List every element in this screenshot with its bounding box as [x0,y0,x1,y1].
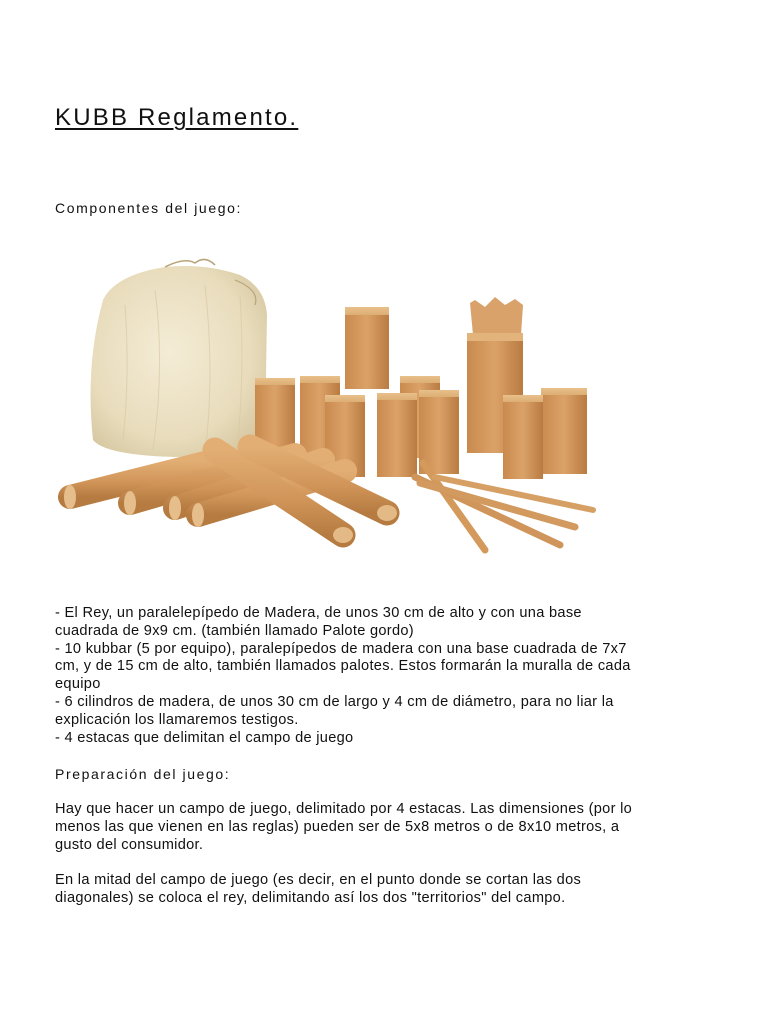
components-line: cm, y de 15 cm de alto, también llamados palotes. Estos formarán la muralla de cada [55,658,631,675]
components-line: cuadrada de 9x9 cm. (también llamado Palote gordo) [55,622,414,639]
paragraph-line: menos las que vienen en las reglas) pueden ser de 5x8 metros o de 8x10 metros, a [55,818,620,835]
components-line: - 6 cilindros de madera, de unos 30 cm de largo y 4 cm de diámetro, para no liar la [55,693,614,710]
preparation-heading: Preparación del juego: [55,766,231,782]
paragraph-line: Hay que hacer un campo de juego, delimitado por 4 estacas. Las dimensiones (por lo [55,801,633,817]
components-list [55,605,735,747]
components-line: - 10 kubbar (5 por equipo), paralepípedos de madera con una base cuadrada de 7x7 [55,640,627,657]
batons [64,447,397,543]
components-line: - 4 estacas que delimitan el campo de juego [55,729,354,746]
components-heading: Componentes del juego: [55,200,242,216]
kubb-game-set-photo [55,245,615,575]
paragraph-line: En la mitad del campo de juego (es decir, en el punto donde se cortan las dos [55,872,582,888]
page-title: KUBB Reglamento. [55,104,299,131]
preparation-paragraph-2 [55,872,735,908]
components-line: explicación los llamaremos testigos. [55,711,299,728]
components-line: equipo [55,676,101,693]
cloth-bag [91,259,267,457]
preparation-paragraph-1 [55,801,735,854]
components-line: - El Rey, un paralelepípedo de Madera, de unos 30 cm de alto y con una base [55,605,582,621]
paragraph-line: diagonales) se coloca el rey, delimitando así los dos "territorios" del campo. [55,889,566,906]
paragraph-line: gusto del consumidor. [55,836,204,853]
